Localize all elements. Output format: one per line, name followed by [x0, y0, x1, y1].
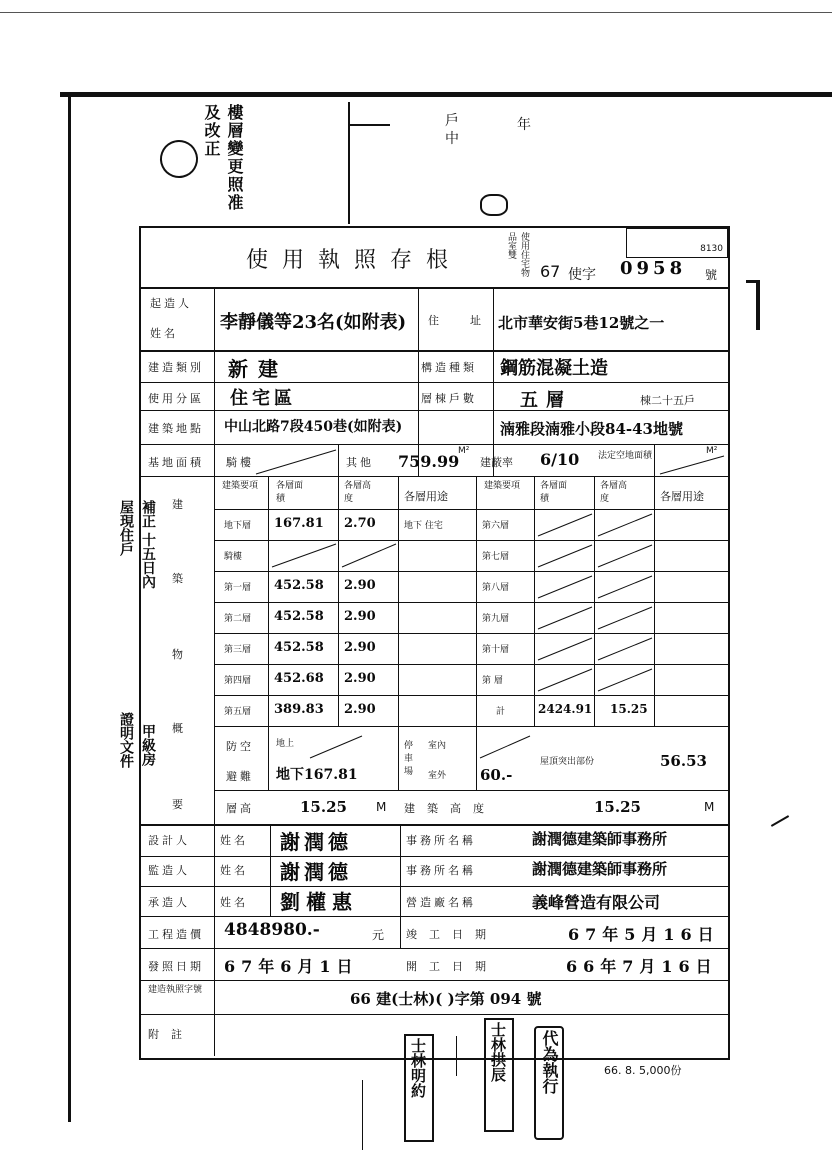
b1-height: 2.70 [344, 516, 376, 531]
label-address: 住 [428, 314, 442, 327]
builder-name: 李靜儀等23名(如附表) [220, 312, 407, 333]
f3-area: 452.58 [274, 640, 324, 655]
parking-outdoor: 60.- [480, 766, 513, 784]
label-designer: 設計人 [148, 834, 190, 847]
f3-height: 2.90 [344, 640, 376, 655]
b1-area: 167.81 [274, 516, 324, 531]
other-area-value: 759.99 [398, 452, 460, 471]
print-note: 66. 8. 5,000份 [604, 1064, 682, 1077]
f5-height: 2.90 [344, 702, 376, 717]
label-cost: 工程造價 [148, 928, 204, 941]
label-other: 其他 [346, 456, 374, 469]
right-notes: 使用住宅物品室雙 [506, 232, 529, 277]
header-box-label-1: 戶 [445, 113, 459, 129]
serial-word: 使字 [568, 267, 596, 283]
f2-area: 452.58 [274, 609, 324, 624]
label-coverage: 建蔽率 [480, 456, 513, 469]
cost-value: 4848980.- [224, 920, 320, 940]
label-build-type: 建造類別 [148, 361, 204, 374]
margin-note-2: 補正 十五日內 [140, 500, 156, 589]
label-remarks: 附註 [148, 1028, 194, 1041]
col-item: 建築要項 [222, 481, 259, 491]
floor-right-10: 第十層 [482, 645, 510, 655]
floor-right-total: 計 [496, 707, 506, 717]
roof-area: 56.53 [660, 752, 707, 770]
label-office: 事務所名稱 [406, 834, 476, 847]
site-location-value: 中山北路7段450巷(如附表) [224, 419, 403, 435]
label-contractor: 承造人 [148, 896, 190, 909]
floors-value: 五層 [520, 390, 572, 411]
label-builder: 起造人 [150, 297, 192, 310]
label-supervisor-name: 姓名 [220, 864, 248, 877]
unit-m2: M² [458, 446, 470, 456]
col-use-right: 各層用途 [660, 490, 704, 503]
summary-label-3: 物 [172, 648, 186, 661]
label-floors: 層棟戶數 [421, 392, 477, 405]
margin-note-3: 證明文件 [118, 712, 134, 768]
label-civil-defense: 防空 [226, 740, 254, 753]
summary-label-4: 概 [172, 722, 186, 735]
label-parking: 停車場 [404, 741, 414, 777]
col-height-right: 各層高度 [600, 481, 628, 504]
label-contractor-name: 姓名 [220, 896, 248, 909]
header-box-label-3: 年 [517, 117, 531, 133]
label-indoor: 室內 [428, 741, 447, 751]
f1-area: 452.58 [274, 578, 324, 593]
designer-name: 謝潤德 [280, 830, 352, 854]
serial-suffix: 號 [705, 268, 718, 282]
unit-yuan: 元 [372, 928, 385, 942]
issue-date-value: 67年6月1日 [224, 957, 359, 976]
supervisor-name: 謝潤德 [280, 860, 352, 884]
floor-left-arcade: 騎樓 [224, 552, 243, 562]
f1-height: 2.90 [344, 578, 376, 593]
f4-height: 2.90 [344, 671, 376, 686]
contractor-firm: 義峰營造有限公司 [532, 893, 661, 912]
defense-above: 地上 [276, 739, 295, 749]
col-use: 各層用途 [404, 490, 448, 503]
floor-left-2: 第二層 [224, 614, 252, 624]
floor-left-4: 第四層 [224, 676, 252, 686]
margin-note-4: 甲級房 [140, 724, 156, 766]
label-roof: 屋頂突出部份 [540, 757, 595, 767]
building-height-value: 15.25 [594, 798, 641, 816]
col-area-right: 各層面積 [540, 481, 568, 504]
label-legal-open-space: 法定空地面積 [598, 451, 653, 461]
label-address-2: 址 [470, 314, 484, 327]
floor-right-8: 第八層 [482, 583, 510, 593]
label-site-area: 基地面積 [148, 456, 204, 469]
site-lot-value: 湳雅段湳雅小段84-43地號 [500, 420, 683, 438]
floor-left-5: 第五層 [224, 707, 252, 717]
start-date-value: 66年7月16日 [566, 957, 718, 976]
header-box-label-2: 中 [445, 131, 459, 147]
label-designer-name: 姓名 [220, 834, 248, 847]
stamp-3-text: 代為執行 [540, 1030, 559, 1094]
total-height: 15.25 [610, 702, 648, 716]
permit-no-value: 66 建(士林)( )字第 094 號 [350, 990, 542, 1008]
stamp-1-text: 士林明約 [409, 1038, 427, 1098]
label-start-date: 開工日期 [406, 960, 498, 973]
label-builder-name: 姓名 [150, 327, 178, 340]
floor-left-3: 第三層 [224, 645, 252, 655]
buildings-value: 棟二十五戶 [640, 394, 695, 407]
floor-left-b1: 地下層 [224, 521, 252, 531]
label-firm: 營造廠名稱 [406, 896, 476, 909]
summary-label-2: 築 [172, 572, 186, 585]
label-office-2: 事務所名稱 [406, 864, 476, 877]
contractor-name: 劉權惠 [280, 890, 358, 914]
use-abbrev: 地下 住宅 [404, 521, 443, 531]
finish-date-value: 67年5月16日 [568, 925, 720, 944]
label-issue-date: 發照日期 [148, 960, 204, 973]
defense-below: 地下167.81 [276, 767, 358, 783]
label-permit-no: 建造執照字號 [148, 985, 203, 995]
unit-m-2: M [704, 800, 715, 814]
stamp-2-text: 士林拱辰 [489, 1022, 507, 1082]
designer-office: 謝潤德建築師事務所 [532, 830, 668, 848]
col-height: 各層高度 [344, 481, 372, 504]
label-site-location: 建築地點 [148, 422, 204, 435]
label-arcade: 騎樓 [226, 456, 254, 469]
stamp-small: 8130 [700, 244, 723, 254]
f2-height: 2.90 [344, 609, 376, 624]
use-zone-value: 住宅區 [230, 388, 296, 409]
floor-right-7: 第七層 [482, 552, 510, 562]
f4-area: 452.68 [274, 671, 324, 686]
unit-m-1: M [376, 800, 387, 814]
header-left-stamp: 樓層變更照准及改正 [202, 104, 244, 212]
form-title: 使用執照存根 [246, 248, 463, 273]
label-floor-height: 層高 [226, 802, 254, 815]
supervisor-office: 謝潤德建築師事務所 [532, 860, 668, 878]
floor-height-value: 15.25 [300, 798, 347, 816]
label-building-height: 建築高度 [404, 802, 496, 815]
unit-m2: M² [706, 446, 718, 456]
label-structure: 構造種類 [421, 361, 477, 374]
summary-label-5: 要 [172, 798, 186, 811]
build-type-value: 新建 [228, 357, 288, 381]
total-area: 2424.91 [538, 702, 593, 716]
serial-prefix: 67 [540, 262, 561, 281]
f5-area: 389.83 [274, 702, 324, 717]
col-area: 各層面積 [276, 481, 304, 504]
structure-value: 鋼筋混凝土造 [500, 358, 608, 379]
col-item-right: 建築要項 [484, 481, 521, 491]
label-supervisor: 監造人 [148, 864, 190, 877]
serial-number: 0958 [620, 258, 687, 279]
label-finish-date: 竣工日期 [406, 928, 498, 941]
margin-note-1: 屋現住戶 [118, 500, 134, 556]
floor-right-6: 第六層 [482, 521, 510, 531]
floor-left-1: 第一層 [224, 583, 252, 593]
label-evacuation: 避難 [226, 770, 254, 783]
label-outdoor: 室外 [428, 771, 447, 781]
coverage-value: 6/10 [540, 450, 580, 469]
floor-right-9: 第九層 [482, 614, 510, 624]
address-value: 北市華安街5巷12號之一 [498, 314, 665, 332]
summary-label-1: 建 [172, 498, 186, 511]
label-use-zone: 使用分區 [148, 392, 204, 405]
floor-right-n: 第 層 [482, 676, 503, 686]
